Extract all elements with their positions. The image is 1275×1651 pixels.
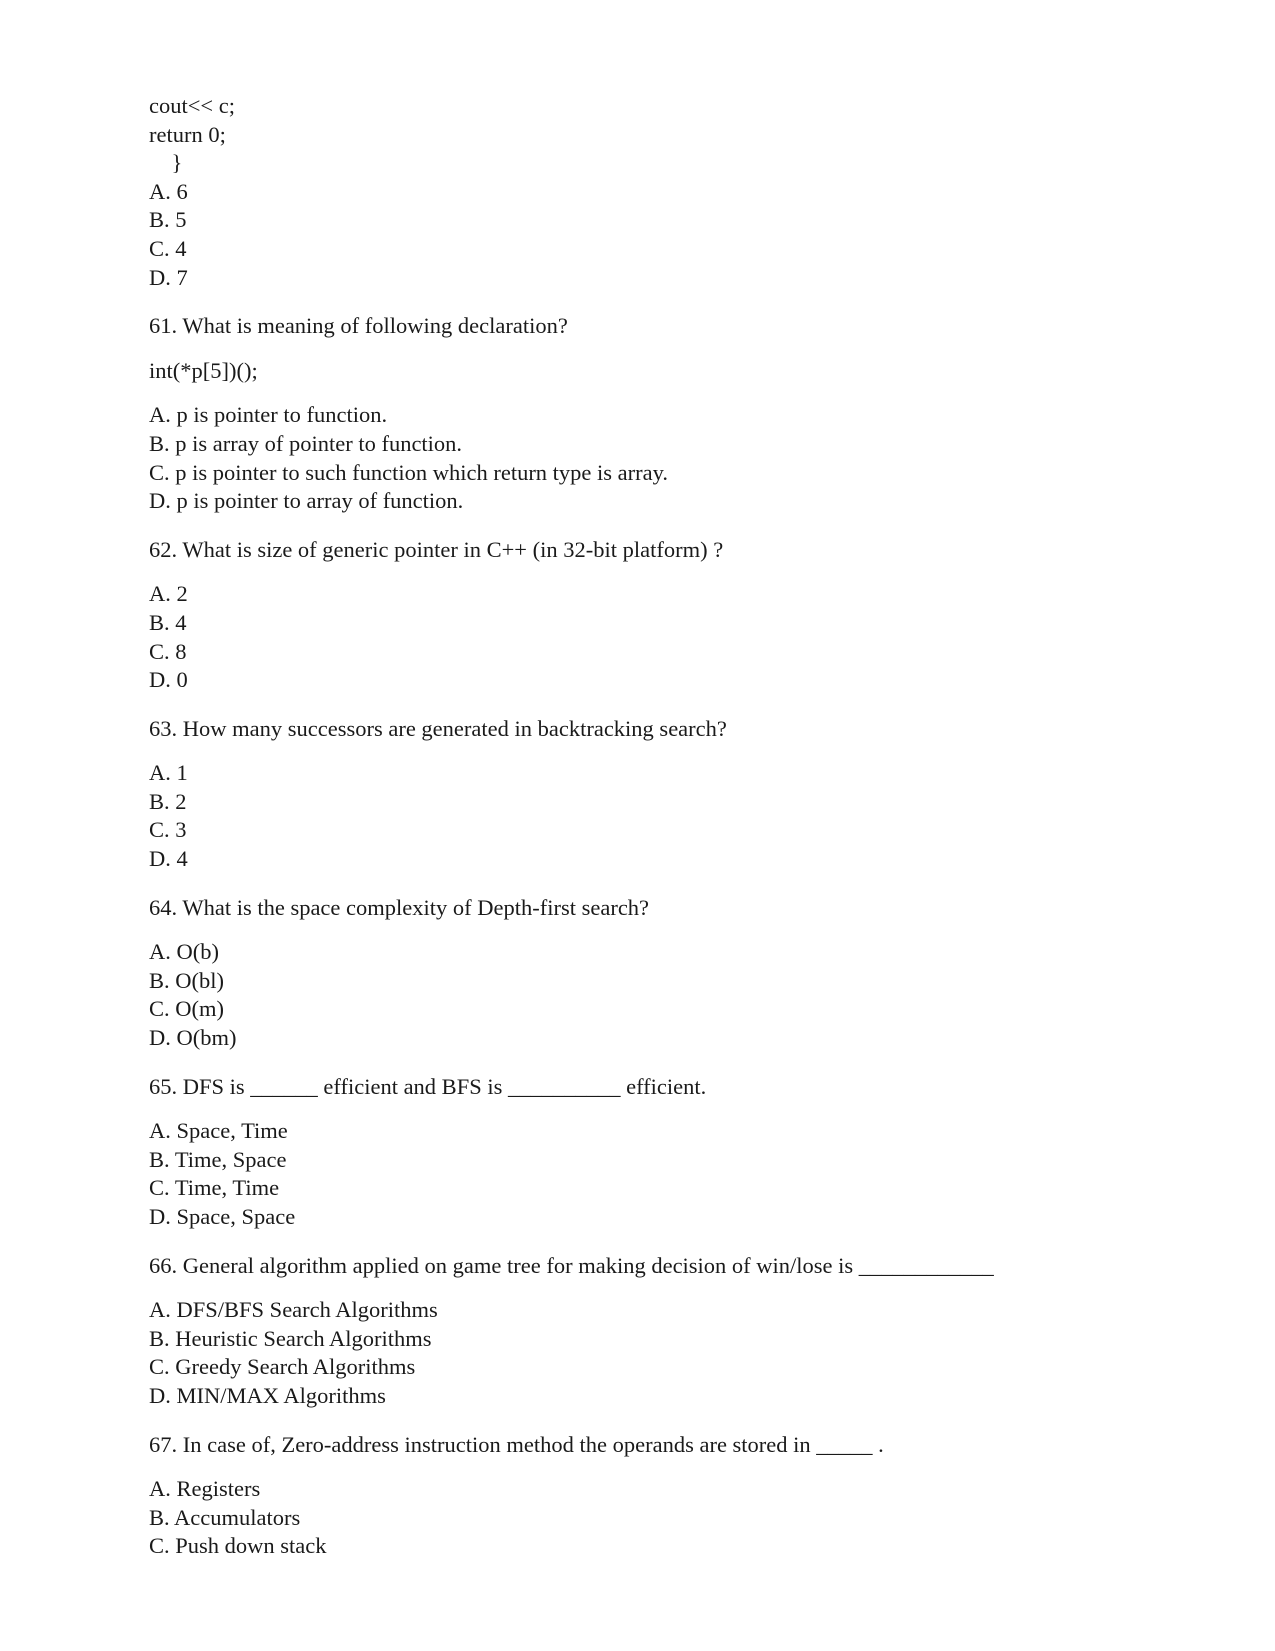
question-63-options (149, 759, 1149, 873)
question-66-options (149, 1296, 1149, 1410)
question-61-code: int(*p[5])(); (149, 357, 258, 383)
question-65-options (149, 1117, 1149, 1231)
option-c: C. 4 (149, 235, 187, 261)
option-d: D. 4 (149, 846, 188, 872)
question-61: 61. What is meaning of following declaration? (149, 313, 568, 339)
option-a: A. p is pointer to function. (149, 402, 388, 428)
option-a: A. 2 (149, 581, 188, 607)
option-b: B. O(bl) (149, 967, 224, 993)
answer-options (149, 178, 1149, 292)
option-c: C. Greedy Search Algorithms (149, 1354, 416, 1380)
option-b: B. Accumulators (149, 1504, 301, 1530)
option-c: C. Push down stack (149, 1533, 327, 1559)
option-a: A. 6 (149, 178, 188, 204)
option-c: C. 3 (149, 817, 187, 843)
option-b: B. 2 (149, 788, 187, 814)
code-line: } (149, 150, 183, 176)
option-b: B. Heuristic Search Algorithms (149, 1325, 432, 1351)
document-page (149, 92, 1149, 1561)
question-62: 62. What is size of generic pointer in C++ (in 32-bit platform) ? (149, 536, 724, 562)
option-d: D. O(bm) (149, 1025, 237, 1051)
code-line: return 0; (149, 121, 226, 147)
option-a: A. O(b) (149, 939, 219, 965)
option-d: D. 0 (149, 667, 188, 693)
option-a: A. Space, Time (149, 1118, 288, 1144)
code-line: cout<< c; (149, 93, 235, 118)
option-d: D. p is pointer to array of function. (149, 488, 464, 514)
option-c: C. O(m) (149, 996, 224, 1022)
option-c: C. p is pointer to such function which return type is array. (149, 459, 669, 485)
question-67-options (149, 1475, 1149, 1561)
question-66: 66. General algorithm applied on game tree for making decision of win/lose is ____________ (149, 1252, 994, 1278)
option-c: C. 8 (149, 638, 187, 664)
option-b: B. 4 (149, 609, 187, 635)
question-67: 67. In case of, Zero-address instruction method the operands are stored in _____ . (149, 1431, 884, 1457)
option-d: D. Space, Space (149, 1204, 296, 1229)
option-b: B. Time, Space (149, 1146, 287, 1172)
question-61-options (149, 401, 1149, 515)
option-b: B. p is array of pointer to function. (149, 430, 463, 456)
option-c: C. Time, Time (149, 1175, 280, 1201)
question-63: 63. How many successors are generated in backtracking search? (149, 715, 727, 741)
question-62-options (149, 580, 1149, 694)
option-b: B. 5 (149, 207, 187, 233)
option-a: A. 1 (149, 760, 188, 786)
question-65: 65. DFS is ______ efficient and BFS is __________ efficient. (149, 1073, 707, 1099)
question-64: 64. What is the space complexity of Depth-first search? (149, 894, 650, 920)
question-64-options (149, 938, 1149, 1052)
option-a: A. Registers (149, 1476, 261, 1502)
option-d: D. 7 (149, 264, 188, 290)
code-snippet (149, 92, 1149, 178)
option-d: D. MIN/MAX Algorithms (149, 1382, 386, 1408)
option-a: A. DFS/BFS Search Algorithms (149, 1297, 438, 1323)
